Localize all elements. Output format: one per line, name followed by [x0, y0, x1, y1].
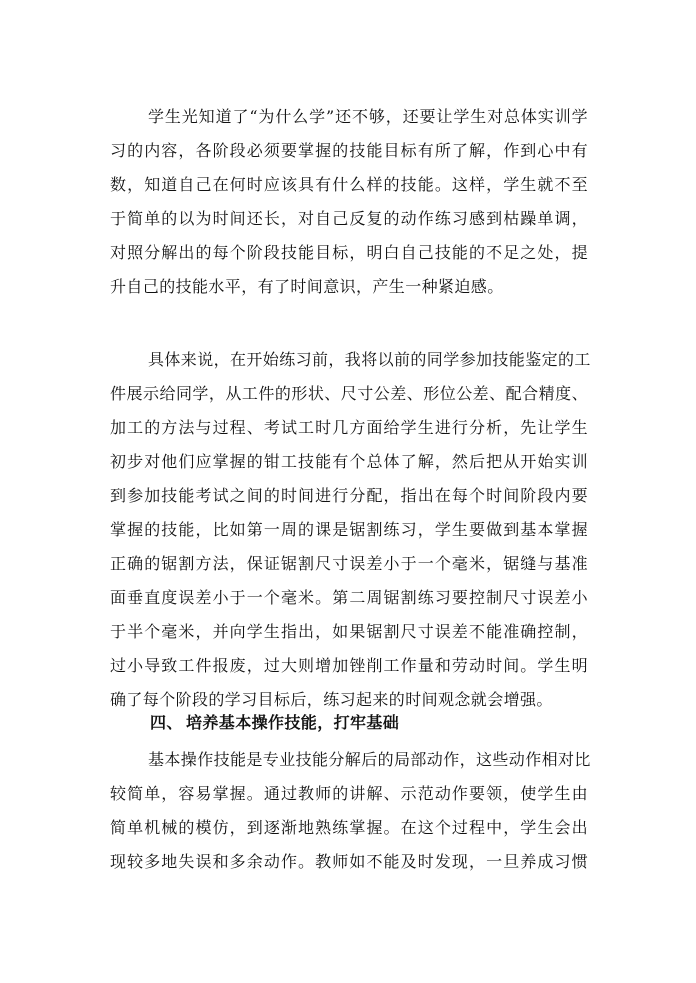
section-number: 四、 [150, 713, 183, 732]
text-line: 具体来说，在开始练习前，我将以前的同学参加技能鉴定的工 [148, 350, 591, 369]
paragraph-2 [110, 343, 591, 717]
text-line: 到参加技能考试之间的时间进行分配，指出在每个时间阶段内要 [110, 486, 588, 505]
text-line: 现较多地失误和多余动作。教师如不能及时发现，一旦养成习惯 [110, 852, 588, 871]
text-line: 对照分解出的每个阶段技能目标，明白自己技能的不足之处，提 [110, 243, 588, 262]
text-line: 过小导致工件报废，过大则增加锉削工作量和劳动时间。学生明 [110, 656, 588, 675]
text-line: 确了每个阶段的学习目标后，练习起来的时间观念就会增强。 [110, 690, 553, 709]
paragraph-3 [110, 743, 591, 879]
section-title: 培养基本操作技能，打牢基础 [186, 713, 400, 732]
text-line: 掌握的技能，比如第一周的课是锯割练习，学生要做到基本掌握 [110, 520, 588, 539]
text-line: 加工的方法与过程、考试工时几方面给学生进行分析，先让学生 [110, 418, 588, 437]
text-line: 件展示给同学，从工件的形状、尺寸公差、形位公差、配合精度、 [110, 384, 588, 403]
text-line: 正确的锯割方法，保证锯割尺寸误差小于一个毫米，锯缝与基准 [110, 554, 588, 573]
text-line: 于半个毫米，并向学生指出，如果锯割尺寸误差不能准确控制， [110, 622, 588, 641]
text-line: 基本操作技能是专业技能分解后的局部动作，这些动作相对比 [148, 750, 591, 769]
text-line: 于简单的以为时间还长，对自己反复的动作练习感到枯躁单调， [110, 209, 588, 228]
section-heading [150, 706, 399, 740]
text-line: 习的内容，各阶段必须要掌握的技能目标有所了解，作到心中有 [110, 141, 588, 160]
text-line: 数，知道自己在何时应该具有什么样的技能。这样，学生就不至 [110, 175, 588, 194]
text-line: 较简单，容易掌握。通过教师的讲解、示范动作要领，使学生由 [110, 784, 588, 803]
text-line: 初步对他们应掌握的钳工技能有个总体了解，然后把从开始实训 [110, 452, 588, 471]
text-line: 面垂直度误差小于一个毫米。第二周锯割练习要控制尺寸误差小 [110, 588, 588, 607]
text-line: 简单机械的模仿，到逐渐地熟练掌握。在这个过程中，学生会出 [110, 818, 588, 837]
text-line: 学生光知道了“为什么学”还不够，还要让学生对总体实训学 [148, 107, 588, 126]
paragraph-1 [110, 100, 588, 304]
text-line: 升自己的技能水平，有了时间意识，产生一种紧迫感。 [110, 277, 504, 296]
